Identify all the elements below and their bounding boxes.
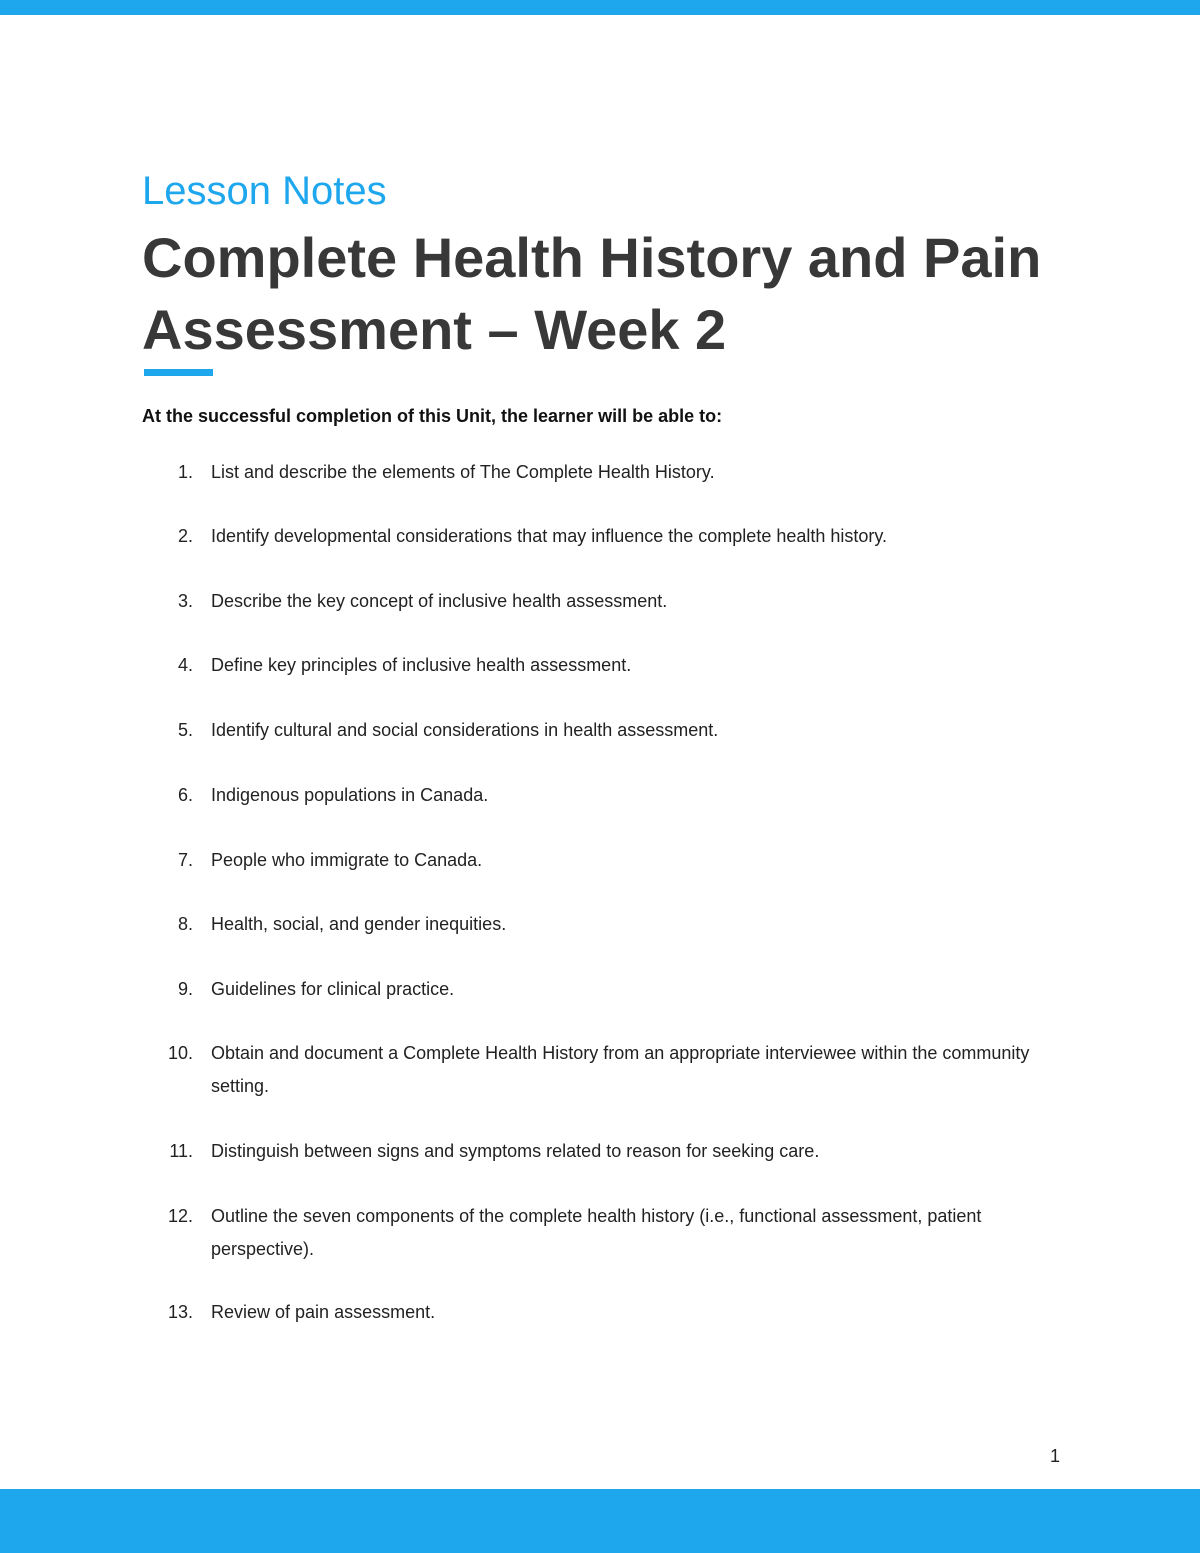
- bottom-accent-bar: [0, 1489, 1200, 1553]
- objective-number: 2.: [177, 526, 193, 546]
- lesson-notes-label: Lesson Notes: [142, 169, 387, 213]
- objective-text: Guidelines for clinical practice.: [211, 979, 455, 999]
- objective-number: 13.: [167, 1302, 193, 1322]
- top-accent-bar: [0, 0, 1200, 15]
- objective-text: Identify cultural and social considerations in health assessment.: [211, 720, 719, 740]
- objective-text: Obtain and document a Complete Health History from an appropriate interviewee within the community setting.: [211, 1043, 1030, 1096]
- objective-number: 4.: [177, 655, 193, 675]
- objective-number: 9.: [177, 979, 193, 999]
- objective-text: Review of pain assessment.: [211, 1302, 436, 1322]
- objective-text: People who immigrate to Canada.: [211, 850, 483, 870]
- objective-text: Indigenous populations in Canada.: [211, 785, 489, 805]
- objective-text: Describe the key concept of inclusive health assessment.: [211, 591, 668, 611]
- page-number: 1: [1049, 1446, 1060, 1466]
- objectives-intro: At the successful completion of this Unit, the learner will be able to:: [142, 406, 723, 426]
- title-underline: [144, 369, 213, 376]
- objective-number: 8.: [177, 914, 193, 934]
- objective-number: 6.: [177, 785, 193, 805]
- page-title: Complete Health History and Pain Assessment – Week 2: [142, 226, 1042, 361]
- objective-number: 12.: [167, 1206, 193, 1226]
- objective-number: 5.: [177, 720, 193, 740]
- objective-number: 3.: [177, 591, 193, 611]
- objective-text: Outline the seven components of the complete health history (i.e., functional assessment, patient perspective).: [211, 1206, 982, 1259]
- objective-text: List and describe the elements of The Complete Health History.: [211, 462, 715, 482]
- objective-text: Health, social, and gender inequities.: [211, 914, 507, 934]
- objective-text: Distinguish between signs and symptoms related to reason for seeking care.: [211, 1141, 820, 1161]
- objective-text: Identify developmental considerations that may influence the complete health history.: [211, 526, 888, 546]
- objective-number: 11.: [169, 1141, 193, 1161]
- objective-number: 7.: [177, 850, 193, 870]
- objective-text: Define key principles of inclusive health assessment.: [211, 655, 632, 675]
- objective-number: 1.: [177, 462, 193, 482]
- objective-number: 10.: [167, 1043, 193, 1063]
